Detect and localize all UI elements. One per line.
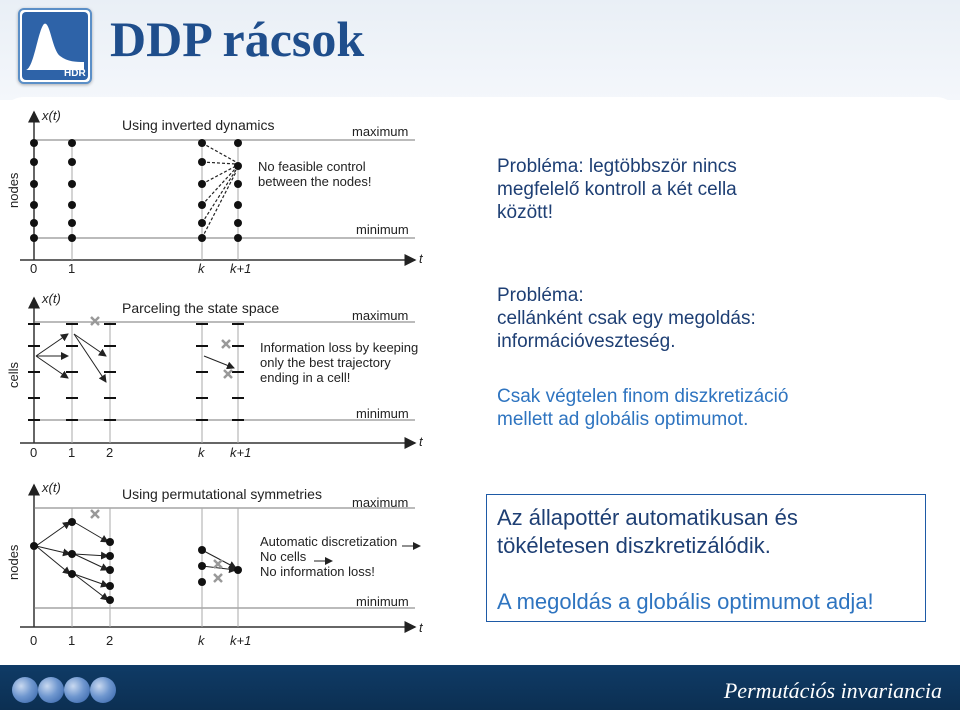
annotation-line: No cells [260,549,307,564]
nav-dot[interactable] [12,677,38,703]
problem-2-text [497,284,756,353]
panel-permutational [6,480,424,648]
logo-graphic [20,10,90,82]
y-axis-label: x(t) [42,108,61,123]
tick-label: 0 [30,261,38,276]
discretization-note [497,385,788,431]
annotation-line: between the nodes! [258,174,372,189]
cell-boundaries [28,324,244,420]
y-axis-label: x(t) [42,480,61,495]
panel-parceling [6,291,424,460]
nav-dot[interactable] [38,677,64,703]
side-label: cells [6,361,21,388]
conclusion-box [486,494,926,622]
tick-label: 1 [68,633,76,648]
text-line: megfelelő kontroll a két cella [497,179,737,200]
maximum-label: maximum [352,495,409,510]
tick-label: k [198,633,205,648]
text-line: mellett ad globális optimumot. [497,409,749,430]
text-line: Probléma: legtöbbször nincs [497,156,737,177]
y-axis-label: x(t) [42,291,61,306]
panel-heading: Using permutational symmetries [122,486,322,502]
footer-title: Permutációs invariancia [723,678,942,703]
t-label: t [419,620,423,635]
annotation-line: ending in a cell! [260,370,351,385]
annotation-line: No feasible control [258,159,366,174]
conclusion-highlight: A megoldás a globális optimumot adja! [497,589,874,614]
text-line: között! [497,202,553,223]
nav-dot[interactable] [64,677,90,703]
minimum-label: minimum [356,594,409,609]
page-title: DDP rácsok [110,11,365,67]
text-line: Az állapottér automatikusan és [497,505,798,530]
annotation-line: No information loss! [260,564,375,579]
panel-heading: Using inverted dynamics [122,117,275,133]
side-label: nodes [6,544,21,580]
tick-label: k+1 [230,633,252,648]
text-line: Probléma: [497,285,584,306]
node-grid [30,139,242,242]
hdr-logo [18,8,92,84]
text-line: tökéletesen diszkretizálódik. [497,533,771,558]
annotation-line: only the best trajectory [260,355,391,370]
ddp-grid-diagram [0,100,470,660]
minimum-label: minimum [356,222,409,237]
annotation-line: Automatic discretization [260,534,398,549]
problem-1-text [497,155,737,224]
t-label: t [419,251,423,266]
text-line: információveszteség. [497,331,676,352]
text-line: Csak végtelen finom diszkretizáció [497,386,789,407]
annotation-line: Information loss by keeping [260,340,419,355]
side-label: nodes [6,172,21,208]
nav-dot[interactable] [90,677,116,703]
panel-heading: Parceling the state space [122,300,280,316]
panel-inverted-dynamics [6,108,424,276]
inverted-trajectories [202,143,236,238]
tick-label: k [198,261,205,276]
maximum-label: maximum [352,308,409,323]
tick-label: 1 [68,445,76,460]
tick-label: 0 [30,633,38,648]
text-line: cellánként csak egy megoldás: [497,308,756,329]
tick-label: 2 [106,633,114,648]
node-set [30,518,242,604]
tick-label: k [198,445,205,460]
tick-label: 1 [68,261,76,276]
logo-text: HDR [64,68,86,79]
tick-label: 0 [30,445,38,460]
discarded-x-markers [91,317,232,378]
minimum-label: minimum [356,406,409,421]
trajectory-arrows [36,334,234,382]
tick-label: k+1 [230,261,252,276]
maximum-label: maximum [352,124,409,139]
tick-label: 2 [106,445,114,460]
tick-label: k+1 [230,445,252,460]
t-label: t [419,434,423,449]
